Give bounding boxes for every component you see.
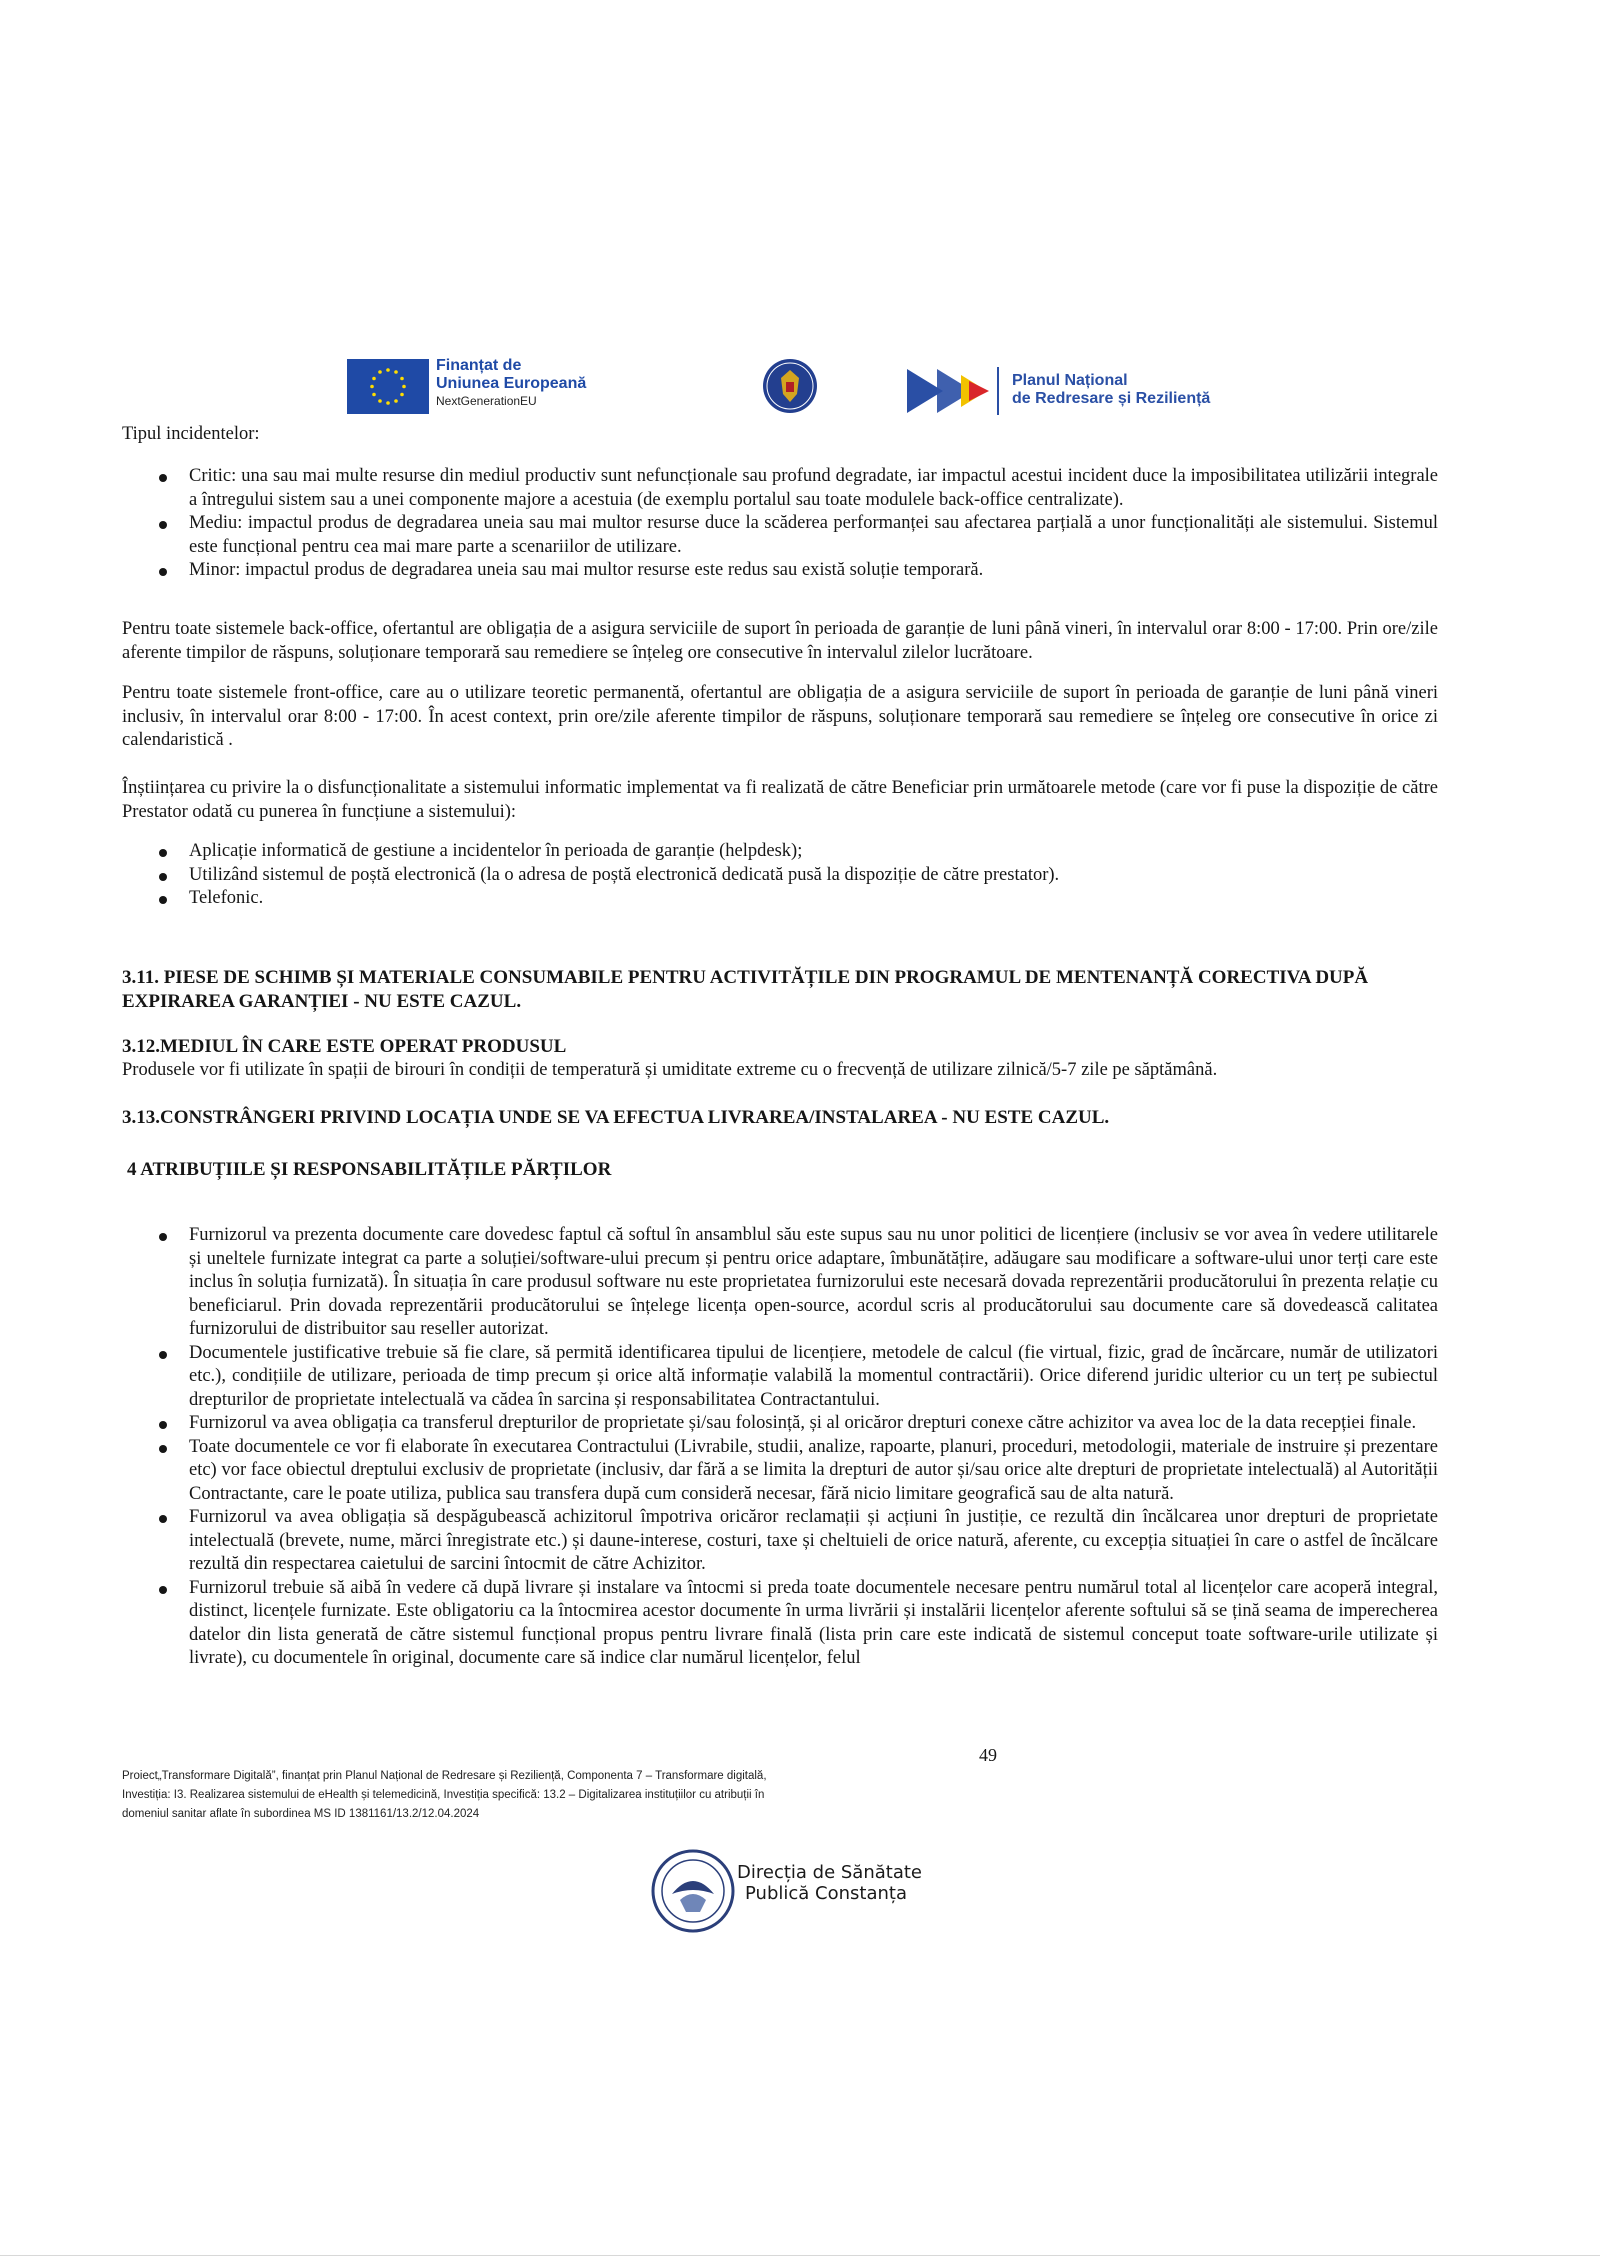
footer-note-line-3: domeniul sanitar aflate în subordinea MS ID 1381161/13.2/12.04.2024 xyxy=(122,1808,480,1820)
list-item xyxy=(155,1577,1438,1671)
bullet-icon xyxy=(159,1445,167,1453)
pnrr-logo-icon xyxy=(907,365,1003,417)
notification-paragraph: Înștiințarea cu privire la o disfuncționalitate a sistemului informatic implementat va fi realizată de către Beneficiar prin următoarele metode (care vor fi puse la dispoziție de către Prestator odată cu punerea în funcțiune a sistemului): xyxy=(122,778,1438,822)
pnrr-line-1: Planul Național xyxy=(1012,372,1128,389)
list-item xyxy=(155,1506,1438,1577)
dsp-constanta-emblem-icon xyxy=(650,1848,736,1934)
list-item xyxy=(155,1412,1438,1436)
incident-types-list xyxy=(155,465,1438,583)
list-item xyxy=(155,559,1438,583)
bullet-icon xyxy=(159,568,167,576)
responsibility-ownership: Toate documentele ce vor fi elaborate în executarea Contractului (Livrabile, studii, analize, rapoarte, planuri, proceduri, metodologii, materiale de instruire și prezentare etc) vor face obiectul dreptului exclusiv de proprietate (inclusiv, dar fără a se limita la drepturi de autor și/sau orice alte drepturi de proprietate intelectuală) al Autorității Contractante, care le poate utiliza, publica sau transfera după cum consideră necesar, fără nicio limitare geografică sau de alta natură. xyxy=(189,1436,1438,1504)
dsp-constanta-label xyxy=(737,1862,922,1904)
responsibilities-list xyxy=(155,1224,1438,1671)
bullet-icon xyxy=(159,896,167,904)
responsibility-license-docs: Furnizorul trebuie să aibă în vedere că după livrare și instalare va întocmi si preda toate documentele necesare pentru numărul total al licențelor care acoperă integral, distinct, licențele furnizate. Este obligatoriu ca la întocmirea acestor documente în urma livrării și instalării licențelor aferente softului să se țină seama de imperecherea datelor din lista generată de către sistemul funcțional propus pentru livrare finală (lista prin care este indicată de sistemul conceput toate software-urile utilizate și livrate), cu documentele în original, documente care să indice clar numărul licențelor, felul xyxy=(189,1577,1438,1668)
section-3-12-heading: 3.12.MEDIUL ÎN CARE ESTE OPERAT PRODUSUL xyxy=(122,1036,567,1057)
front-office-paragraph: Pentru toate sistemele front-office, care au o utilizare teoretic permanentă, ofertantul are obligația de a asigura serviciile de suport în perioada de garanție de luni până vineri inclusiv, în intervalul orar 8:00 - 17:00. În acest context, prin ore/zile aferente timpilor de răspuns, soluționare temporară sau remediere se înțeleg ore consecutive în orice zi calendaristică . xyxy=(122,683,1438,750)
responsibility-licensing: Furnizorul va prezenta documente care dovedesc faptul că softul în ansamblul său este supus sau nu unor politici de licențiere (inclusiv se vor avea în vedere utilitarele și uneltele furnizate integrat ca parte a soluției/software-ului precum și pentru orice adaptare, îmbunătățire, adăugare sau modificare a software-ului unor terți care este inclus în soluția furnizată). În situația în care produsul software nu este proprietatea furnizorului este necesară dovada reprezentării producătorului în prezenta relație cu beneficiarul. Prin dovada reprezentării producătorului se înțelege licența open-source, acordul scris al producătorului sau documente care să dovedească calitatea furnizorului de distribuitor sau reseller autorizat. xyxy=(189,1225,1438,1339)
list-item xyxy=(155,465,1438,512)
list-item xyxy=(155,840,1438,864)
list-item xyxy=(155,1342,1438,1413)
bullet-icon xyxy=(159,873,167,881)
section-3-13-heading: 3.13.CONSTRÂNGERI PRIVIND LOCAȚIA UNDE SE VA EFECTUA LIVRAREA/INSTALAREA - NU ESTE CAZUL. xyxy=(122,1107,1110,1128)
dsp-line-2: Publică Constanța xyxy=(745,1883,907,1904)
bullet-icon xyxy=(159,521,167,529)
incident-mediu: Mediu: impactul produs de degradarea uneia sau mai multor resurse duce la scăderea performanței sau afectarea parțială a unor funcționalități ale sistemului. Sistemul este funcțional pentru cea mai mare parte a scenariilor de utilizare. xyxy=(189,513,1438,557)
footer-note-line-1: Proiect„Transformare Digitală”, finanțat prin Planul Național de Redresare și Reziliență, Componenta 7 – Transformare digitală, xyxy=(122,1770,767,1782)
romania-government-emblem-icon xyxy=(762,358,818,414)
footer-note-line-2: Investiția: I3. Realizarea sistemului de eHealth și telemedicină, Investiția specifică: 13.2 – Digitalizarea instituțiilor cu atribuții în xyxy=(122,1789,765,1801)
responsibility-rights-transfer: Furnizorul va avea obligația ca transferul drepturilor de proprietate și/sau folosință, și al oricăror drepturi conexe către achizitor va avea loc de la data recepției finale. xyxy=(189,1413,1417,1433)
list-item xyxy=(155,1436,1438,1507)
pnrr-line-2: de Redresare și Reziliență xyxy=(1012,390,1211,407)
incident-minor: Minor: impactul produs de degradarea uneia sau mai multor resurse este redus sau există soluție temporară. xyxy=(189,560,984,580)
responsibility-indemnification: Furnizorul va avea obligația să despăgubească achizitorul împotriva oricăror reclamații și acțiuni în justiție, ce rezultă din încălcarea unor drepturi de proprietate intelectuală (brevete, nume, mărci înregistrate etc.) și daune-interese, costuri, taxe și cheltuieli de orice natură, aferente, cu excepția situației în care o astfel de încălcare rezultă din respectarea caietului de sarcini întocmit de către Achizitor. xyxy=(189,1507,1438,1574)
bullet-icon xyxy=(159,1233,167,1241)
list-item xyxy=(155,1224,1438,1342)
bullet-icon xyxy=(159,1351,167,1359)
incident-types-label: Tipul incidentelor: xyxy=(122,424,260,444)
bullet-icon xyxy=(159,474,167,482)
dsp-line-1: Direcția de Sănătate xyxy=(737,1862,922,1883)
page-number: 49 xyxy=(979,1745,997,1765)
method-email: Utilizând sistemul de poștă electronică (la o adresa de poștă electronică dedicată pusă la dispoziție de către prestator). xyxy=(189,864,1060,885)
notification-methods-list xyxy=(155,840,1438,911)
bullet-icon xyxy=(159,1515,167,1523)
responsibility-documents: Documentele justificative trebuie să fie clare, să permită identificarea tipului de licențiere, metodele de calcul (fie virtual, fizic, grad de încărcare, număr de utilizatori etc.), condițiile de utilizare, perioada de timp precum și orice altă informație valabilă la momentul contractării). Orice diferend juridic ulterior cu un terț pe subiectul drepturilor de proprietate intelectuală va cădea în sarcina și responsabilitatea Contractantului. xyxy=(189,1342,1438,1410)
list-item xyxy=(155,512,1438,559)
pnrr-label xyxy=(1012,372,1210,408)
section-4-heading: 4 ATRIBUȚIILE ȘI RESPONSABILITĂȚILE PĂRȚILOR xyxy=(127,1159,612,1180)
eu-flag-icon xyxy=(347,359,429,414)
method-helpdesk: Aplicație informatică de gestiune a incidentelor în perioada de garanție (helpdesk); xyxy=(189,841,803,861)
method-phone: Telefonic. xyxy=(189,888,264,908)
eu-line-1: Finanțat de xyxy=(436,357,522,374)
eu-line-2: Uniunea Europeană xyxy=(436,375,587,392)
project-footer-note xyxy=(122,1767,992,1824)
bullet-icon xyxy=(159,849,167,857)
page-divider xyxy=(0,2255,1600,2256)
list-item xyxy=(155,887,1438,911)
eu-funding-label xyxy=(436,357,586,409)
section-3-11-heading: 3.11. PIESE DE SCHIMB ȘI MATERIALE CONSUMABILE PENTRU ACTIVITĂȚILE DIN PROGRAMUL DE MENTENANȚĂ CORECTIVA DUPĂ EXPIRAREA GARANȚIEI - NU ESTE CAZUL. xyxy=(122,967,1369,1012)
section-3-12-text: Produsele vor fi utilizate în spații de birouri în condiții de temperatură și umiditate extreme cu o frecvență de utilizare zilnică/5-7 zile pe săptămână. xyxy=(122,1060,1218,1080)
incident-critic: Critic: una sau mai multe resurse din mediul productiv sunt nefuncționale sau profund degradate, iar impactul acestui incident duce la imposibilitatea utilizării integrale a întregului sistem sau a unei componente majore a acestuia (de exemplu portalul sau toate modulele back-office centralizate). xyxy=(189,466,1438,510)
bullet-icon xyxy=(159,1421,167,1429)
bullet-icon xyxy=(159,1586,167,1594)
eu-line-3: NextGenerationEU xyxy=(436,394,537,408)
back-office-paragraph: Pentru toate sistemele back-office, ofertantul are obligația de a asigura serviciile de suport în perioada de garanție de luni până vineri, în intervalul orar 8:00 - 17:00. Prin ore/zile aferente timpilor de răspuns, soluționare temporară sau remediere se înțeleg ore consecutive în intervalul zilelor lucrătoare. xyxy=(122,619,1438,663)
list-item xyxy=(155,864,1438,888)
